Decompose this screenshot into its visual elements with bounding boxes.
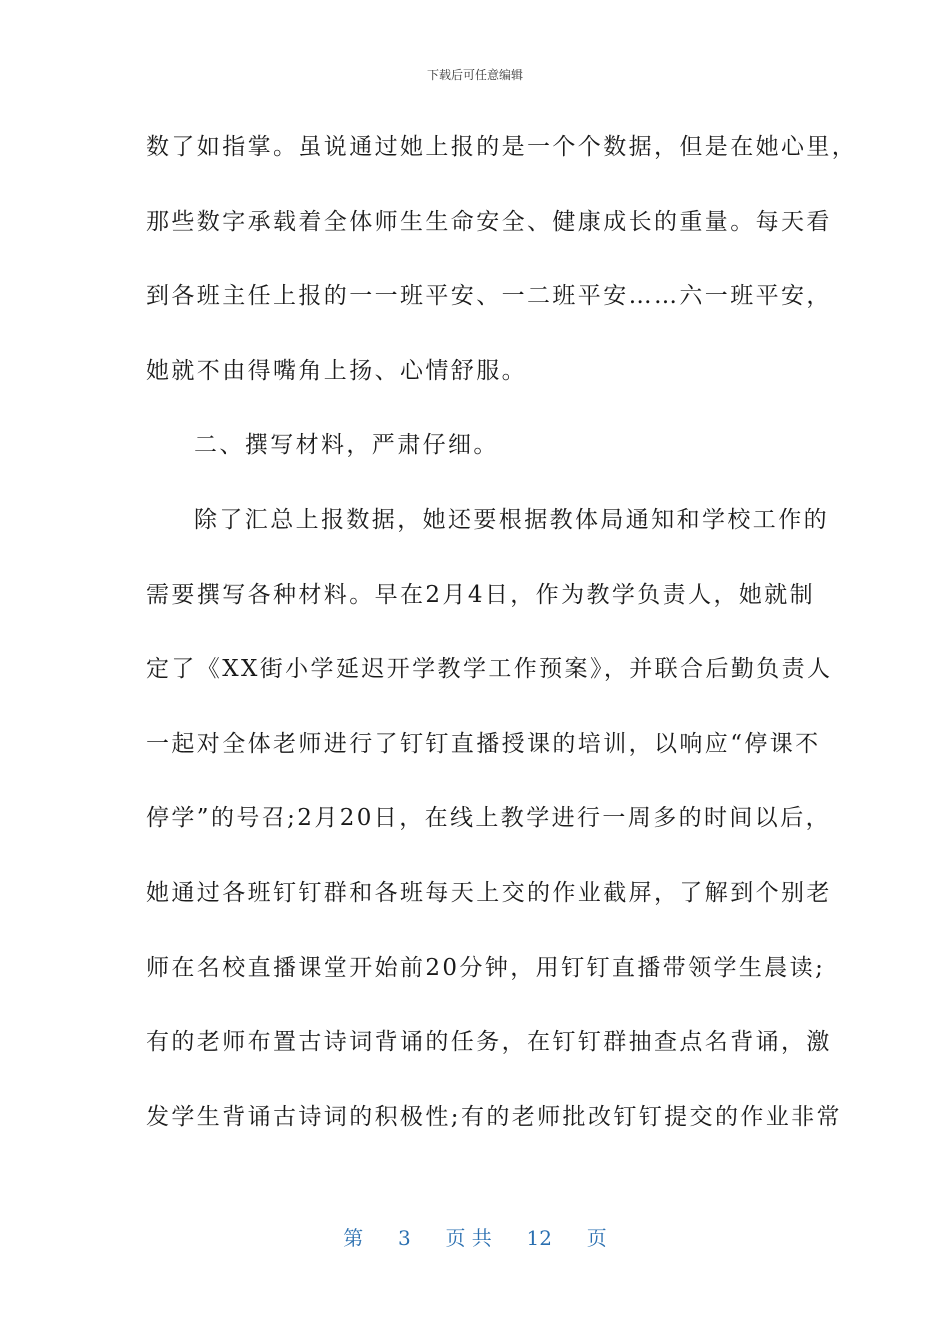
page-header: 下载后可任意编辑: [426, 68, 523, 82]
page-mid: 页 共: [445, 1226, 492, 1250]
text-line: 师在名校直播课堂开始前20分钟，用钉钉直播带领学生晨读;: [146, 954, 826, 981]
page-footer: [0, 1222, 950, 1251]
text-line: 那些数字承载着全体师生生命安全、健康成长的重量。每天看: [146, 208, 832, 235]
text-line: 定了《XX街小学延迟开学教学工作预案》，并联合后勤负责人: [146, 656, 833, 683]
text-line: 一起对全体老师进行了钉钉直播授课的培训，以响应“停课不: [146, 730, 821, 757]
text-line: 发学生背诵古诗词的积极性;有的老师批改钉钉提交的作业非常: [146, 1103, 842, 1130]
text-line: 她通过各班钉钉群和各班每天上交的作业截屏，了解到个别老: [146, 879, 832, 906]
page-prefix: 第: [343, 1226, 364, 1250]
text-line: 需要撰写各种材料。早在2月4日，作为教学负责人，她就制: [146, 581, 816, 608]
page-number: 3: [398, 1226, 411, 1250]
total-pages: 12: [526, 1226, 552, 1250]
text-line: 停学”的号召;2月20日，在线上教学进行一周多的时间以后，: [146, 805, 832, 832]
text-line: 数了如指掌。虽说通过她上报的是一个个数据，但是在她心里，: [146, 134, 858, 160]
text-line: 到各班主任上报的一一班平安、一二班平安……六一班平安，: [146, 283, 832, 310]
page-suffix: 页: [586, 1226, 607, 1250]
text-line: 除了汇总上报数据，她还要根据教体局通知和学校工作的: [194, 506, 829, 533]
text-line: 她就不由得嘴角上扬、心情舒服。: [146, 357, 527, 384]
section-heading: 二、撰写材料，严肃仔细。: [194, 432, 499, 459]
document-body: [146, 127, 858, 1171]
text-line: 有的老师布置古诗词背诵的任务，在钉钉群抽查点名背诵，激: [146, 1029, 832, 1056]
